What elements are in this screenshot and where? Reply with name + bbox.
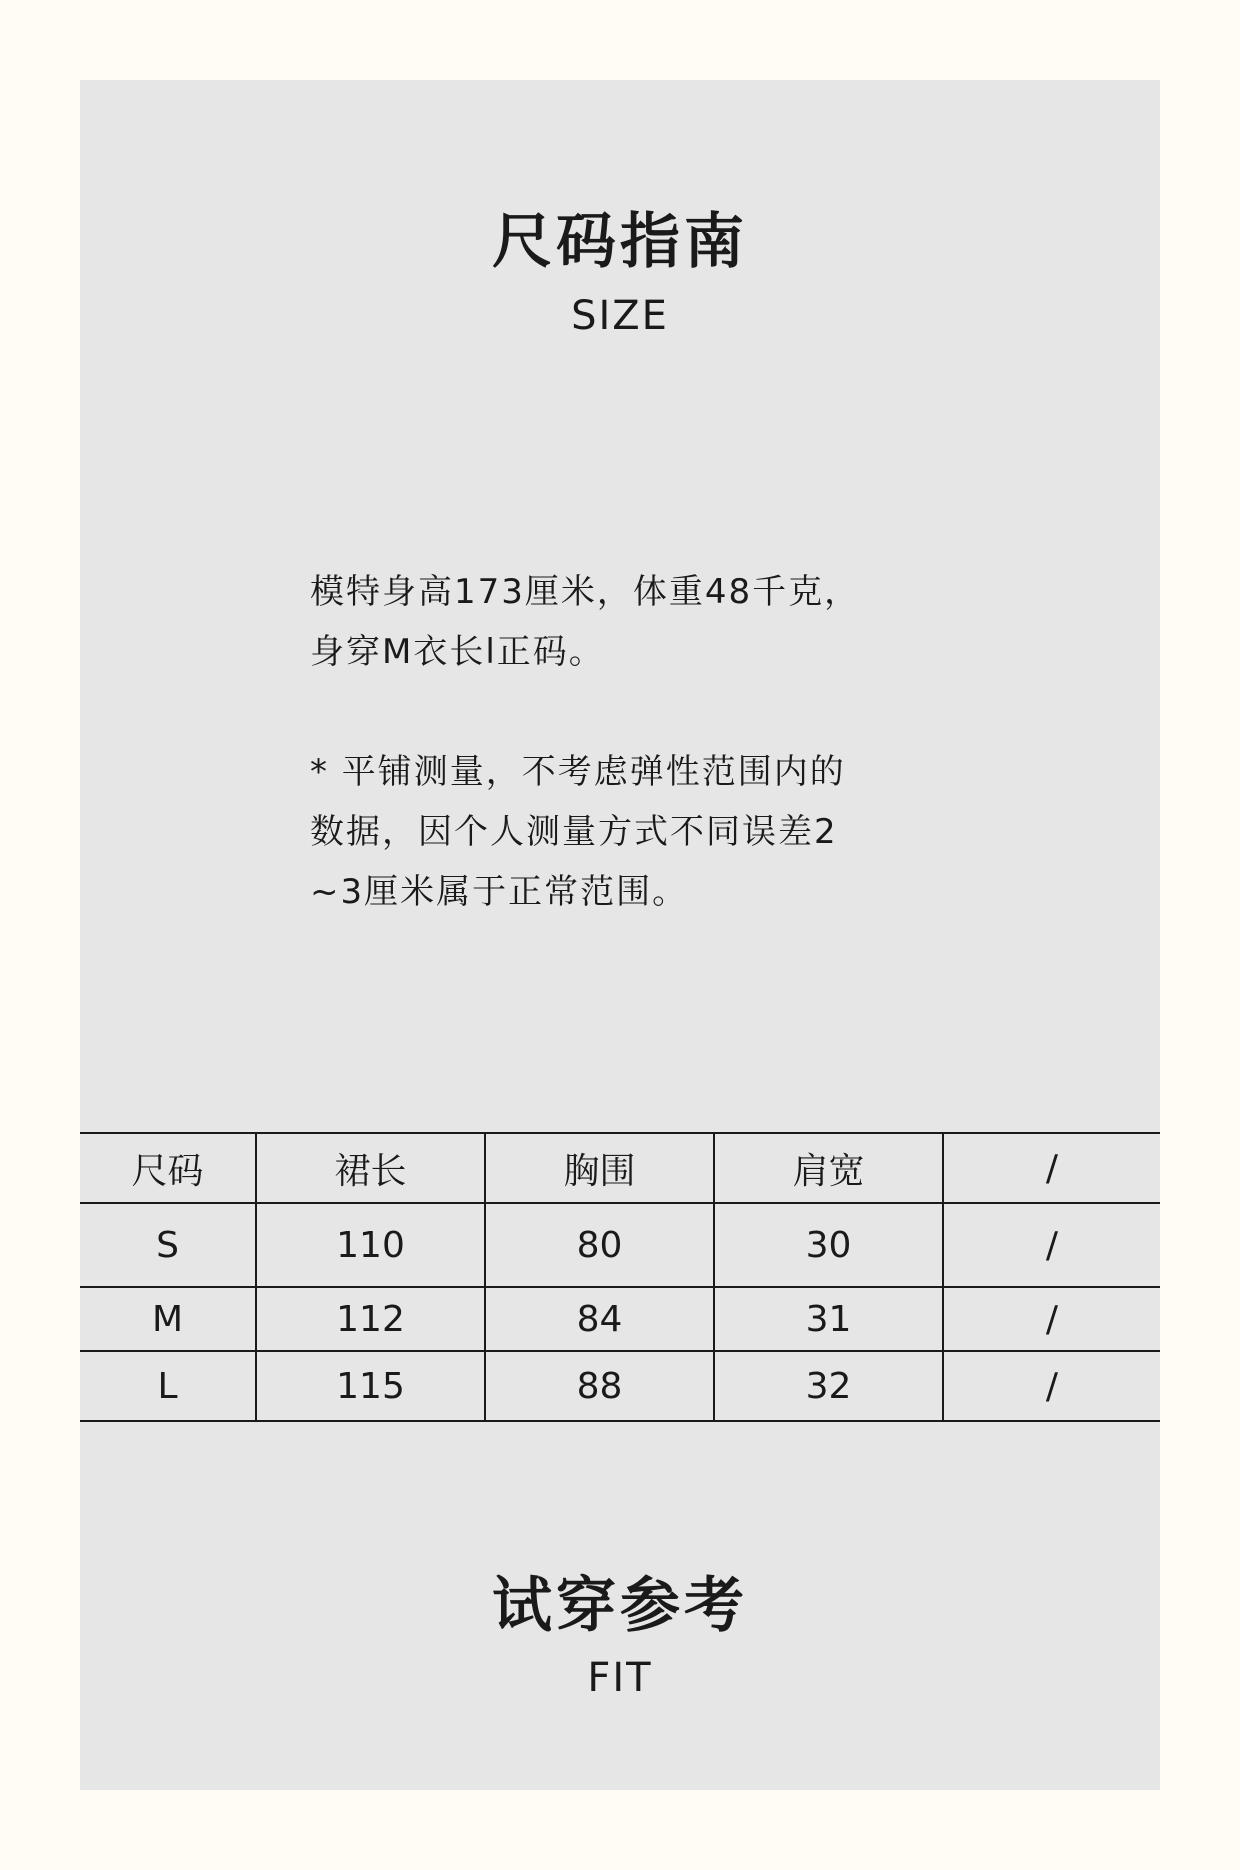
table-cell: / — [943, 1351, 1160, 1421]
table-cell: / — [943, 1203, 1160, 1287]
table-header-cell: 肩宽 — [714, 1133, 943, 1203]
measurement-note-line: ~3厘米属于正常范围。 — [310, 872, 689, 912]
table-cell: 30 — [714, 1203, 943, 1287]
measurement-note — [310, 742, 950, 922]
table-cell: 80 — [485, 1203, 714, 1287]
table-header-cell: 尺码 — [80, 1133, 256, 1203]
table-header-row — [80, 1133, 1160, 1203]
model-note — [310, 562, 950, 682]
model-note-line: 身穿M衣长l正码。 — [310, 632, 605, 672]
table-cell: 88 — [485, 1351, 714, 1421]
table-row — [80, 1351, 1160, 1421]
table-cell: M — [80, 1287, 256, 1351]
measurement-note-line: * 平铺测量，不考虑弹性范围内的 — [310, 752, 846, 792]
size-guide-panel — [80, 80, 1160, 1790]
table-cell: S — [80, 1203, 256, 1287]
table-cell: / — [943, 1287, 1160, 1351]
table-cell: 112 — [256, 1287, 485, 1351]
table-cell: 32 — [714, 1351, 943, 1421]
table-row — [80, 1203, 1160, 1287]
table-cell: L — [80, 1351, 256, 1421]
size-guide-subtitle: SIZE — [571, 293, 669, 339]
model-note-line: 模特身高173厘米，体重48千克， — [310, 572, 861, 612]
table-cell: 84 — [485, 1287, 714, 1351]
table-cell: 110 — [256, 1203, 485, 1287]
fit-reference-subtitle: FIT — [587, 1655, 653, 1701]
size-guide-title: 尺码指南 — [492, 207, 748, 277]
table-cell: 115 — [256, 1351, 485, 1421]
size-table — [80, 1132, 1160, 1422]
fit-reference-title: 试穿参考 — [492, 1571, 748, 1641]
measurement-note-line: 数据，因个人测量方式不同误差2 — [310, 812, 838, 852]
table-header-cell: 裙长 — [256, 1133, 485, 1203]
table-cell: 31 — [714, 1287, 943, 1351]
table-header-cell: 胸围 — [485, 1133, 714, 1203]
table-header-cell: / — [943, 1133, 1160, 1203]
table-row — [80, 1287, 1160, 1351]
